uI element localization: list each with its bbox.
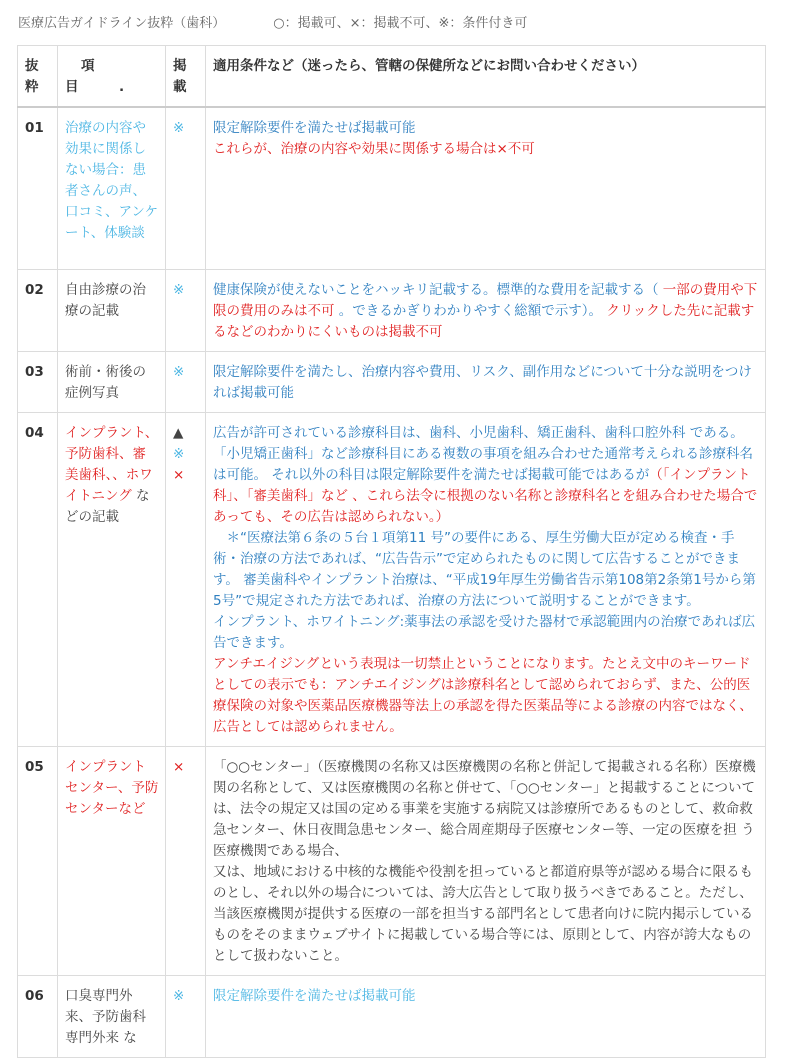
row-status-marks [166, 107, 206, 270]
guideline-table [17, 45, 766, 1058]
header-item [58, 46, 166, 108]
header-item-line2: 目 . [65, 79, 125, 95]
table-row [18, 270, 766, 352]
table-row [18, 747, 766, 976]
table-row [18, 352, 766, 413]
condition-text: 又は、地域における中核的な機能や役割を担っていると都道府県等が認める場合に限るものとし、それ以外の場合については、誇大広告として取り扱うべきであること。ただし、当該医療機関が提供する医療の一部を担当する部門名として患者向けに院内掲示しているものをそのままウェブサイトに掲載している場合等には、原則として、内容が誇大なものとして扱わないこと。 [213, 864, 753, 964]
condition-text: これらが、治療の内容や効果に関係する場合は×不可 [213, 141, 535, 157]
condition-text: インプラント、ホワイトニング:薬事法の承認を受けた器材で承認範囲内の治療であれば広告できます。 [213, 614, 756, 651]
row-number: 02 [18, 270, 58, 352]
conditional-mark-icon: ※ [173, 282, 185, 298]
row-item [58, 107, 166, 270]
conditional-mark-icon: ※ [173, 988, 185, 1004]
condition-text: 一部の費用や下限の費用のみは不可 [213, 282, 758, 319]
condition-text: 限定解除要件を満たせば掲載可能 [213, 120, 416, 136]
header-no [18, 46, 58, 108]
row-status-marks [166, 976, 206, 1058]
triangle-mark-icon: ▲ [173, 425, 184, 441]
caption-legend: ○：掲載可、×：掲載不可、※：条件付き可 [273, 16, 528, 31]
row-item-suffix: などの記載 [65, 488, 150, 525]
conditional-mark-icon: ※ [173, 446, 185, 462]
row-conditions [206, 413, 766, 747]
row-number: 04 [18, 413, 58, 747]
row-conditions [206, 270, 766, 352]
row-conditions [206, 747, 766, 976]
conditional-mark-icon: ※ [173, 120, 185, 136]
row-status-marks [166, 270, 206, 352]
condition-text: 「○○センター」（医療機関の名称又は医療機関の名称と併記して掲載される名称）医療機関の名称として、又は医療機関の名称と併せて、「○○センター」と掲載することについては、法令の規定又は国の定める事業を実施する病院又は診療所であるものとして、救命救急センター、休日夜間急患センター、総合周産期母子医療センター等、一定の医療を担 う医療機関である場合、 [213, 759, 756, 859]
conditional-mark-icon: ※ [173, 364, 185, 380]
table-body [18, 107, 766, 1058]
row-number: 06 [18, 976, 58, 1058]
row-conditions [206, 976, 766, 1058]
table-row [18, 413, 766, 747]
condition-text: 。できるかぎりわかりやすく総額で示す）。 [334, 303, 607, 319]
header-item-line1: 項 [81, 58, 95, 74]
condition-text: 広告が許可されている診療科目は、歯科、小児歯科、矯正歯科、歯科口腔外科 である。「小児矯正歯科」など診療科目にある複数の事項を組み合わせた通常考えられる診療科名は可能。 それ以外の科目は限定解除要件を満たせば掲載可能ではあるが [213, 425, 753, 483]
row-status-marks [166, 352, 206, 413]
row-item [58, 352, 166, 413]
row-item [58, 747, 166, 976]
row-item [58, 413, 166, 747]
row-status-marks [166, 747, 206, 976]
page-caption [18, 12, 527, 31]
prohibited-mark-icon: × [173, 759, 185, 775]
condition-text: ＊“医療法第６条の５台１項第11 号”の要件にある、厚生労働大臣が定める検査・手術・治療の方法であれば、“広告告示”で定められたものに関して広告することができます。 審美歯科やインプラント治療は、“平成19年厚生労働省告示第108第2条第1号から第5号”で規定された方法であれば、治療の方法について説明することができます。 [213, 530, 756, 609]
row-item [58, 976, 166, 1058]
row-conditions [206, 107, 766, 270]
table-header-row [18, 46, 766, 108]
header-conditions: 適用条件など（迷ったら、管轄の保健所などにお問い合わせください） [206, 46, 766, 108]
row-number: 01 [18, 107, 58, 270]
condition-text: （「インプラント科」、「審美歯科」など 、これら法令に根拠のない名称と診療科名とを組み合わせた場合であっても、その広告は認められない。） [213, 467, 758, 525]
condition-text: 限定解除要件を満たせば掲載可能 [213, 988, 416, 1004]
caption-title: 医療広告ガイドライン抜粋（歯科） [18, 16, 226, 31]
row-number: 05 [18, 747, 58, 976]
row-status-marks [166, 413, 206, 747]
row-item [58, 270, 166, 352]
table-row [18, 107, 766, 270]
header-mark-line1: 掲 [173, 58, 187, 74]
header-no-line2: 粋 [25, 79, 39, 95]
condition-text: 健康保険が使えないことをハッキリ記載する。標準的な費用を記載する（ [213, 282, 663, 298]
row-item-text: 術前・術後の症例写真 [65, 364, 146, 401]
header-no-line1: 抜 [25, 58, 39, 74]
condition-text: 限定解除要件を満たし、治療内容や費用、リスク、副作用などについて十分な説明をつければ掲載可能 [213, 364, 752, 401]
row-number: 03 [18, 352, 58, 413]
header-mark [166, 46, 206, 108]
row-item-text: インプラントセンター、予防センターなど [65, 759, 159, 817]
header-mark-line2: 載 [173, 79, 187, 95]
row-conditions [206, 352, 766, 413]
condition-text: アンチエイジングという表現は一切禁止ということになります。たとえ文中のキーワードとしての表示でも：アンチエイジングは診療科名として認められておらず、また、公的医療保険の対象や医薬品医療機器等法上の承認を得た医薬品等による診療の内容ではなく、広告としては認められません。 [213, 656, 753, 735]
row-item-text: インプラント、予防歯科、審美歯科、、ホワイトニング [65, 425, 159, 504]
prohibited-mark-icon: × [173, 467, 185, 483]
row-item-text: 口臭専門外来、予防歯科専門外来 な [65, 988, 146, 1046]
table-row [18, 976, 766, 1058]
row-item-text: 自由診療の治療の記載 [65, 282, 146, 319]
row-item-text: 治療の内容や効果に関係しない場合：患者さんの声、口コミ、アンケート、体験談 [65, 120, 159, 241]
condition-text: クリックした先に記載するなどのわかりにくいものは掲載不可 [213, 303, 755, 340]
